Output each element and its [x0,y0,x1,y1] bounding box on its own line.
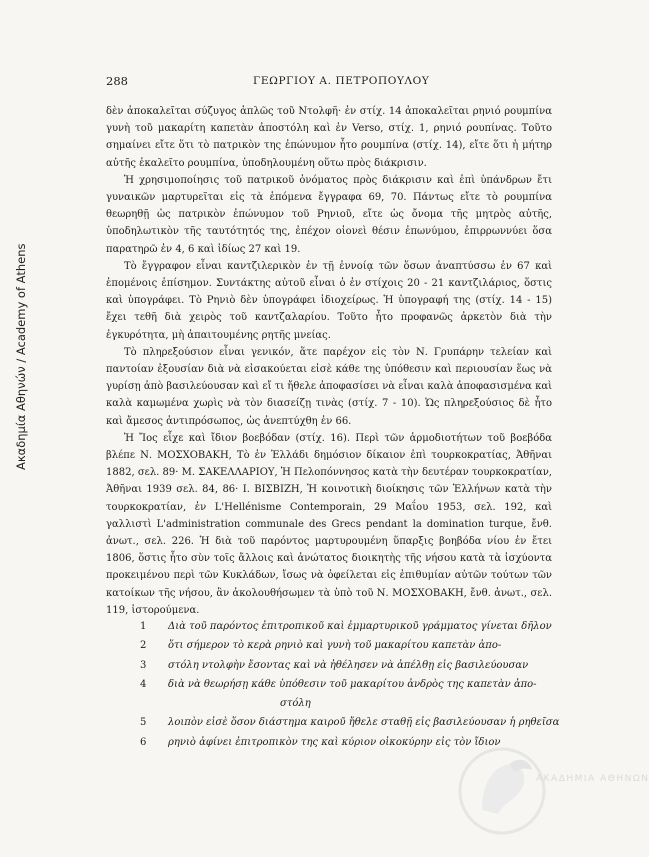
line-number: 1 [140,621,147,632]
line-text: Διὰ τοῦ παρόντος ἐπιτροπικοῦ καὶ ἐμμαρτυρικοῦ γράμματος γίνεται δῆλον [168,621,552,632]
academy-emblem-watermark [452,742,552,840]
transcription-line [140,617,560,636]
line-text: διὰ νὰ θεωρήσῃ κάθε ὑπόθεσιν τοῦ μακαρίτου ἀνδρὸς της καπετὰν ἀπο- [168,678,537,690]
page-header [106,74,546,90]
running-head: ΓΕΩΡΓΙΟΥ Α. ΠΕΤΡΟΠΟΥΛΟΥ [253,75,430,87]
line-number: 6 [140,736,147,748]
body-text [106,103,552,619]
transcription-line [140,713,560,732]
line-text: λοιπὸν εἰσὲ ὅσον διάστημα καιροῦ ἤθελε σταθῇ εἰς βασιλεύουσαν ἡ ρηθεῖσα [168,717,560,729]
paragraph: Ἡ Ἴος εἶχε καὶ ἴδιον βοεβόδαν (στίχ. 16). Περὶ τῶν ἁρμοδιοτήτων τοῦ βοεβόδα βλέπε Ν. ΜΟΣΧΟΒΑΚΗ, Τὸ ἐν Ἑλλάδι δημόσιον δίκαιον ἐπὶ τουρκοκρατίας, Ἀθῆναι 1882, σελ. 89· Μ. ΣΑΚΕΛΛΑΡΙΟΥ, Ἡ Πελοπόννησος κατὰ τὴν δευτέραν τουρκοκρατίαν, Ἀθῆναι 1939 σελ. 84, 86· Ι. ΒΙΣΒΙΖΗ, Ἡ κοινοτικὴ διοίκησις τῶν Ἑλλήνων κατὰ τὴν τουρκοκρατίαν, ἐν L'Hellénisme Contemporain, 29 Μαΐου 1953, σελ. 192, καὶ γαλλιστὶ L'administration communale des Grecs pendant la domination turque, ἔνθ. ἀνωτ., σελ. 226. Ἡ διὰ τοῦ παρόντος μαρτυρουμένη ὕπαρξις βοηβόδα νίου ἐν ἔτει 1806, ὅστις ἦτο σὺν τοῖς ἄλλοις καὶ ἀνώτατος διοικητὴς τῆς νήσου κατὰ τὰ ἰσχύοντα προκειμένου περὶ τῶν Κυκλάδων, ἴσως νὰ ὀφείλεται εἰς ἐπιθυμίαν αὐτῶν τούτων τῶν κατοίκων τῆς νήσου, ἂν ἀκολουθήσωμεν τὰ ὑπὸ τοῦ Ν. ΜΟΣΧΟΒΑΚΗ, ἔνθ. ἀνωτ., σελ. 119, ἱστορούμενα. [106,432,552,616]
line-text: στόλη [280,698,311,710]
paragraph: Τὸ ἔγγραφον εἶναι καντζιλερικὸν ἐν τῇ ἐννοίᾳ τῶν ὅσων ἀναπτύσσω ἐν 67 καὶ ἑπομένοις ἐπίσημον. Συντάκτης αὐτοῦ εἶναι ὁ ἐν στίχοις 20 - 21 καντζιλάριος, ὅστις καὶ ὑπογράφει. Τὸ Ρηνιὸ δὲν ὑπογράφει ἰδιοχείρως. Ἡ ὑπογραφή της (στίχ. 14 - 15) ἔχει τεθῆ διὰ χειρὸς τοῦ καντζαλαρίου. Τοῦτο ἦτο προφανῶς ἀρκετὸν διὰ τὴν ἐγκυρότητα, μὴ ἀπαιτουμένης ρητῆς μνείας. [106,260,552,341]
repository-sidebar [6,40,32,470]
paragraph: δὲν ἀποκαλεῖται σύζυγος ἁπλῶς τοῦ Ντολφῆ· ἐν στίχ. 14 ἀποκαλεῖται ρηνιό ρουμπίνα γυνὴ τοῦ μακαρίτη καπετὰν ἀποστόλη καὶ ἐν Verso, στίχ. 1, ρηνιό ρουπίνας. Τοῦτο σημαίνει εἴτε ὅτι τὸ πατρικὸν της ἐπώνυμον ἦτο ρουμπίνα (στίχ. 14), εἴτε ὅτι ἡ μήτηρ αὐτῆς ἐκαλεῖτο ρουμπίνα, ὑποδηλουμένη οὕτω πρὸς διάκρισιν. [106,106,552,169]
line-number: 3 [140,659,147,671]
line-text: ὅτι σήμερον τὸ κερὰ ρηνιὸ καὶ γυνὴ τοῦ μακαρίτου καπετὰν ἀπο- [168,640,502,652]
line-number: 2 [140,640,147,652]
line-number: 5 [140,717,147,729]
line-text: στόλη ντολφὴν ἔσοντας καὶ νὰ ἠθέλησεν νὰ ἀπέλθῃ εἰς βασιλεύουσαν [168,659,529,671]
watermark-label: ΑΚΑΔΗΜΙΑ ΑΘΗΝΩΝ [536,774,649,784]
transcription-line [140,656,560,675]
document-transcription [140,617,560,752]
line-number: 4 [140,678,147,690]
transcription-line [140,675,560,694]
paragraph: Τὸ πληρεξούσιον εἶναι γενικόν, ἅτε παρέχον εἰς τὸν Ν. Γρυπάρην τελείαν καὶ παντοίαν ἐξουσίαν διὰ νὰ εἰσακούεται εἰσὲ κάθε της ὑπόθεσιν καὶ περιουσίαν ἕως νὰ γυρίσῃ ἀπὸ βασιλεύουσαν καὶ εἴ τι ἤθελε ἀποφασίσει νὰ εἶναι καλὰ ἀποφασισμένα καὶ καλὰ καμωμένα χωρὶς νὰ τὸν διασείζῃ τινὰς (στίχ. 7 - 10). Ὡς πληρεξούσιος δὲ ἦτο καὶ ἄμεσος ἀντιπρόσωπος, ὡς ἀνεπτύχθη ἐν 66. [106,346,552,427]
repository-label: Ακαδημία Αθηνών / Academy of Athens [14,243,28,470]
transcription-line [140,636,560,655]
line-text: ρηνιὸ ἀφίνει ἐπιτροπικὸν της καὶ κύριον οἰκοκύρην εἰς τὸν ἴδιον [168,736,501,748]
transcription-line-continuation [140,694,560,713]
paragraph: Ἡ χρησιμοποίησις τοῦ πατρικοῦ ὀνόματος πρὸς διάκρισιν καὶ ἐπὶ ὑπάνδρων ἔτι γυναικῶν μαρτυρεῖται εἰς τὰ ἑπόμενα ἔγγραφα 69, 70. Πάντως εἴτε τὸ ρουμπίνα θεωρηθῇ ὡς πατρικὸν ἐπώνυμον τοῦ Ρηνιοῦ, εἴτε ὡς ὄνομα τῆς μητρὸς αὐτῆς, ὑποδηλωτικὸν τῆς ταυτότητός της, ἐπέχον οἱονεὶ θέσιν ἐπωνύμου, ἐπιρρωννύει ὅσα παρατηρῶ ἐν 4, 6 καὶ ἰδίως 27 καὶ 19. [106,174,552,255]
page-number: 288 [106,74,128,88]
